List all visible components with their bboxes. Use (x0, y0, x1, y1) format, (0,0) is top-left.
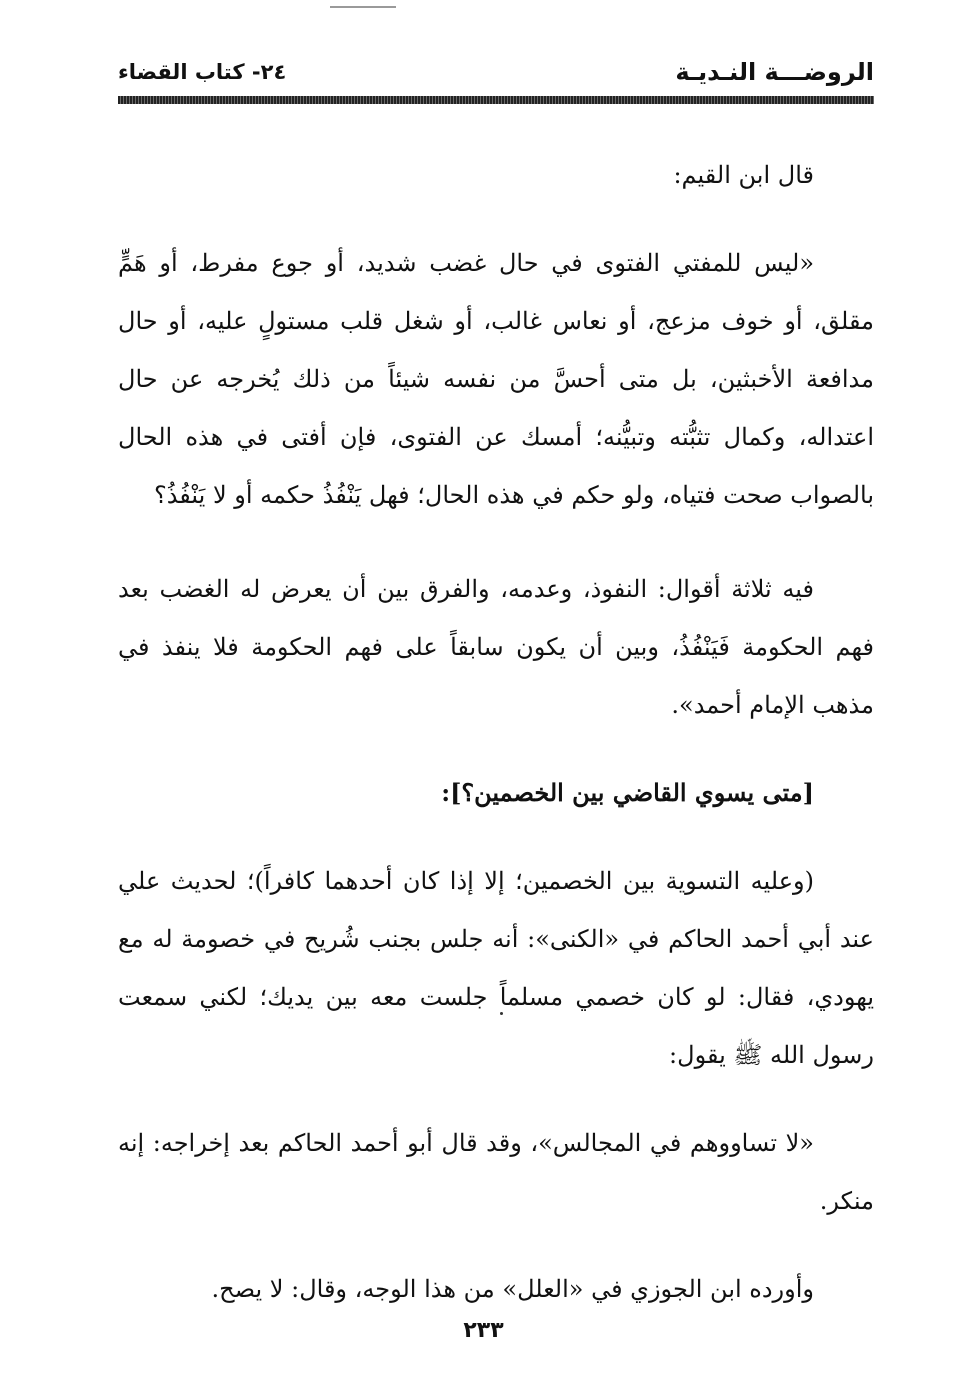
paragraph-opinions: فيه ثلاثة أقوال: النفوذ، وعدمه، والفرق بين أن يعرض له الغضب بعد فهم الحكومة فَيَنْفُذُ، وبين أن يكون سابقاً على فهم الحكومة فلا ينفذ في مذهب الإمام أحمد». (118, 575, 874, 719)
paragraph-intro: قال ابن القيم: (673, 161, 814, 189)
paragraph-hadith: (وعليه التسوية بين الخصمين؛ إلا إذا كان أحدهما كافراً)؛ لحديث علي عند أبي أحمد الحاكم في «الكنى»: أنه جلس بجنب شُريح في خصومة له مع يهودي، فقال: لو كان خصمي مسلماً جلست معه بين يديك؛ لكني سمعت رسول الله ﷺ يقول: (118, 867, 874, 1069)
section-heading: [متى يسوي القاضي بين الخصمين؟]: (441, 778, 814, 807)
paragraph-hadith-text: «لا تساووهم في المجالس»، وقد قال أبو أحمد الحاكم بعد إخراجه: إنه منكر. (118, 1129, 874, 1215)
header-rule (118, 96, 874, 104)
paragraph-quote: «ليس للمفتي الفتوى في حال غضب شديد، أو جوع مفرط، أو هَمٍّ مقلق، أو خوف مزعج، أو نعاس غالب، أو شغل قلب مستولٍ عليه، أو حال مدافعة الأخبثين، بل متى أحسَّ من نفسه شيئاً من ذلك يُخرجه عن حال اعتداله، وكمال تثبُّته وتبيُّنه؛ أمسك عن الفتوى، فإن أفتى في هذه الحال بالصواب صحت فتياه، ولو حكم في هذه الحال؛ فهل يَنْفُذُ حكمه أو لا يَنْفُذُ؟ (118, 249, 874, 509)
book-title: الروضـــة النـديـة (675, 58, 874, 86)
paragraph-grading: وأورده ابن الجوزي في «العلل» من هذا الوجه، وقال: لا يصح. (211, 1275, 814, 1303)
scan-speck (500, 1012, 503, 1015)
page-body (118, 146, 874, 1318)
running-header (118, 58, 874, 94)
page-number: ٢٣٣ (463, 1318, 504, 1343)
scan-mark (330, 6, 396, 8)
chapter-title: ٢٤- كتاب القضاء (118, 60, 287, 84)
